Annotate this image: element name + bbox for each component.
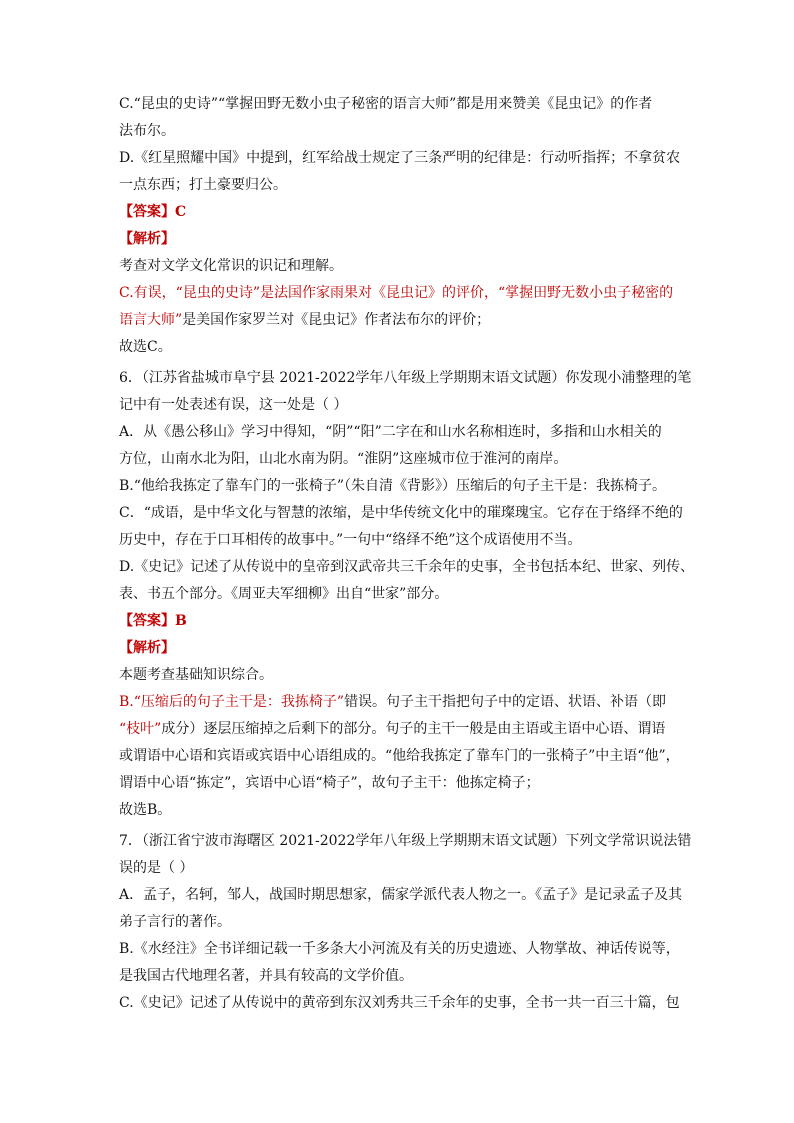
analysis-quote: “枝叶” <box>119 721 162 737</box>
q5-option-d-line1: D.《红星照耀中国》中提到，红军给战士规定了三条严明的纪律是：行动听指挥；不拿贫农 <box>119 150 681 166</box>
q6-option-b: B.“他给我拣定了靠车门的一张椅子”（朱自清《背影》）压缩后的句子主干是：我拣椅子。 <box>119 478 667 494</box>
q7-option-a-line1: A．孟子，名轲，邹人，战国时期思想家，儒家学派代表人物之一。《孟子》是记录孟子及其 <box>119 887 683 903</box>
q6-answer <box>119 611 187 631</box>
q6-stem-line2: 记中有一处表述有误，这一处是（ ） <box>119 397 348 413</box>
analysis-quote: “昆虫的史诗” <box>175 285 260 301</box>
q6-option-a-line2: 方位，山南水北为阳，山北水南为阴。“淮阴”这座城市位于淮河的南岸。 <box>119 451 568 467</box>
q6-option-d-line2: 表、书五个部分。《周亚夫军细柳》出自“世家”部分。 <box>119 586 449 602</box>
q5-analysis-intro: 考查对文学文化常识的识记和理解。 <box>119 258 343 274</box>
analysis-text: 成分）逐层压缩掉之后剩下的部分。句子的主干一般是由主语或主语中心语、谓语 <box>161 721 666 737</box>
q7-stem-line1: 7．（浙江省宁波市海曙区 2021-2022学年八年级上学期期末语文试题）下列文学常识说法错 <box>119 833 692 849</box>
analysis-text: 错误。句子主干指把句子中的定语、状语、补语（即 <box>344 694 667 710</box>
q6-option-d-line1: D.《史记》记述了从传说中的皇帝到汉武帝共三千余年的史事，全书包括本纪、世家、列传、 <box>119 559 695 575</box>
answer-value: C <box>175 204 187 220</box>
answer-label: 【答案】 <box>119 613 175 629</box>
q7-option-c-line1: C.《史记》记述了从传说中的黄帝到东汉刘秀共三千余年的史事，全书一共一百三十篇，包 <box>119 995 680 1011</box>
q5-answer <box>119 202 186 222</box>
analysis-label: 【解析】 <box>119 231 175 247</box>
q6-conclusion: 故选B。 <box>119 802 172 818</box>
analysis-label: 【解析】 <box>119 640 175 656</box>
analysis-quote: “掌握田野无数小虫子秘密的 <box>498 285 674 301</box>
analysis-quote: B.“压缩后的句子主干是：我拣椅子” <box>119 694 345 710</box>
q5-option-c-line1: C.“昆虫的史诗”“掌握田野无数小虫子秘密的语言大师”都是用来赞美《昆虫记》的作者 <box>119 96 653 112</box>
q7-stem-line2: 误的是（ ） <box>119 860 194 876</box>
q5-analysis-c-line2 <box>119 310 490 330</box>
q6-analysis-b-line4: 谓语中心语“拣定”，宾语中心语“椅子”，故句子主干：他拣定椅子； <box>119 775 540 791</box>
analysis-quote: 语言大师” <box>119 312 183 328</box>
q6-analysis-intro: 本题考查基础知识综合。 <box>119 667 273 683</box>
analysis-text: C.有误， <box>119 285 176 301</box>
answer-label: 【答案】 <box>119 204 175 220</box>
q7-option-b-line2: 是我国古代地理名著，并具有较高的文学价值。 <box>119 968 413 984</box>
q6-analysis-label <box>119 638 175 658</box>
q7-option-a-line2: 弟子言行的著作。 <box>119 914 231 930</box>
q5-analysis-label <box>119 229 175 249</box>
q6-option-a-line1: A．从《愚公移山》学习中得知，“阴”“阳”二字在和山水名称相连时，多指和山水相关的 <box>119 424 662 440</box>
q5-option-d-line2: 一点东西；打土豪要归公。 <box>119 177 287 193</box>
q6-option-c-line1: C．“成语，是中华文化与智慧的浓缩，是中华传统文化中的璀璨瑰宝。它存在于络绎不绝的 <box>119 505 683 521</box>
q5-option-c-line2: 法布尔。 <box>119 123 175 139</box>
analysis-text: 是美国作家罗兰对《昆虫记》作者法布尔的评价； <box>182 312 491 328</box>
q6-stem-line1: 6．（江苏省盐城市阜宁县 2021-2022学年八年级上学期期末语文试题）你发现小浦整理的笔 <box>119 370 692 386</box>
q5-analysis-c-line1 <box>119 283 673 303</box>
q6-option-c-line2: 历史中，存在于口耳相传的故事中。”一句中“络绎不绝”这个成语使用不当。 <box>119 532 582 548</box>
q7-option-b-line1: B.《水经注》全书详细记载一千多条大小河流及有关的历史遗迹、人物掌故、神话传说等， <box>119 941 680 957</box>
q6-analysis-b-line1 <box>119 692 666 712</box>
analysis-text: 是法国作家雨果对《昆虫记》的评价， <box>260 285 498 301</box>
q6-analysis-b-line2 <box>119 719 665 739</box>
q5-conclusion: 故选C。 <box>119 339 172 355</box>
q6-analysis-b-line3: 或谓语中心语和宾语或宾语中心语组成的。“他给我拣定了靠车门的一张椅子”中主语“他”， <box>119 748 680 764</box>
answer-value: B <box>175 613 187 629</box>
